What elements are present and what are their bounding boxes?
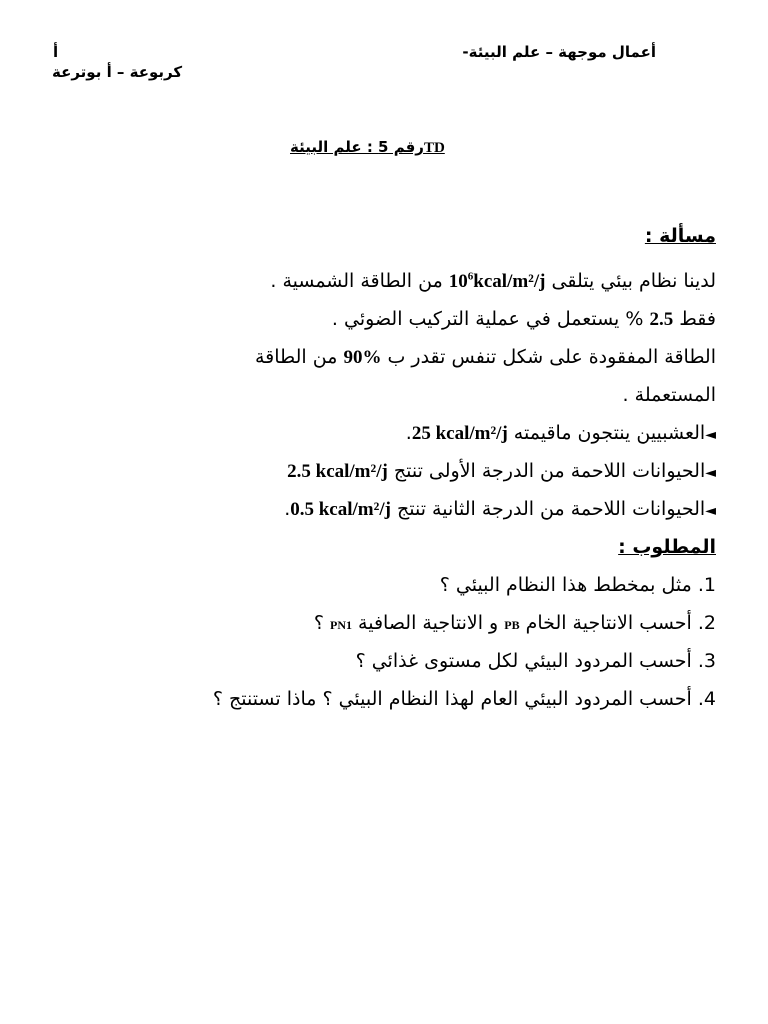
q2-pb-label: PB bbox=[504, 618, 520, 632]
problem-line-1 bbox=[270, 270, 716, 293]
bullet-arrow-icon: ◄ bbox=[705, 465, 716, 481]
bullet-3-end: . bbox=[284, 498, 291, 520]
bullet-item-3 bbox=[284, 498, 716, 521]
question-1 bbox=[440, 574, 716, 596]
line2-value: 2.5 bbox=[649, 309, 674, 330]
line2-end: % يستعمل في عملية التركيب الضوئي . bbox=[331, 308, 650, 330]
line1-end: من الطاقة الشمسية . bbox=[270, 270, 449, 292]
q2-text-a: أحسب الانتاجية الخام bbox=[519, 612, 698, 634]
q1-text: مثل بمخطط هذا النظام البيئي ؟ bbox=[439, 574, 698, 596]
q3-text: أحسب المردود البيئي لكل مستوى غذائي ؟ bbox=[355, 650, 698, 672]
line1-start: لدينا نظام بيئي يتلقى bbox=[545, 270, 716, 292]
question-2 bbox=[314, 612, 716, 634]
td-label: TD bbox=[423, 140, 445, 156]
course-title: أعمال موجهة – علم البيئة- bbox=[462, 43, 656, 61]
line3-start: الطاقة المفقودة على شكل تنفس تقدر ب bbox=[381, 346, 716, 368]
bullet-1-text: العشبيين ينتجون ماقيمته bbox=[507, 422, 706, 444]
problem-line-3 bbox=[255, 346, 716, 369]
bullet-arrow-icon: ◄ bbox=[705, 503, 716, 519]
question-4 bbox=[213, 688, 716, 710]
question-3 bbox=[356, 650, 716, 672]
instructors: كربوعة – أ بوترعة bbox=[52, 63, 183, 81]
q2-number: 2. bbox=[697, 612, 716, 634]
required-heading: المطلوب : bbox=[618, 536, 716, 558]
bullet-2-text: الحيوانات اللاحمة من الدرجة الأولى تنتج bbox=[387, 460, 706, 482]
line1-value-unit: kcal/m²/j bbox=[473, 271, 546, 292]
problem-heading: مسألة : bbox=[644, 225, 716, 247]
line2-start: فقط bbox=[673, 308, 716, 330]
bullet-item-1 bbox=[406, 422, 716, 445]
header-letter: أ bbox=[53, 43, 59, 61]
problem-line-4: المستعملة . bbox=[622, 384, 716, 406]
q4-text: أحسب المردود البيئي العام لهذا النظام البيئي ؟ ماذا تستنتج ؟ bbox=[212, 688, 698, 710]
bullet-2-value: 2.5 kcal/m²/j bbox=[287, 461, 388, 482]
bullet-1-end: . bbox=[405, 422, 412, 444]
line1-value bbox=[449, 271, 546, 292]
q1-number: 1. bbox=[697, 574, 716, 596]
problem-line-2 bbox=[332, 308, 716, 331]
td-title-rest: رقم 5 : علم البيئة bbox=[290, 138, 424, 156]
line3-value: 90% bbox=[343, 347, 382, 368]
line1-value-exp: 6 bbox=[467, 270, 474, 283]
line1-value-base: 10 bbox=[448, 271, 468, 292]
line3-end: من الطاقة bbox=[255, 346, 344, 368]
bullet-3-value: 0.5 kcal/m²/j bbox=[290, 499, 391, 520]
q4-number: 4. bbox=[697, 688, 716, 710]
q2-text-b: و الانتاجية الصافية bbox=[351, 612, 505, 634]
bullet-1-value: 25 kcal/m²/j bbox=[411, 423, 508, 444]
q2-text-c: ؟ bbox=[313, 612, 330, 634]
q3-number: 3. bbox=[697, 650, 716, 672]
bullet-arrow-icon: ◄ bbox=[705, 427, 716, 443]
bullet-3-text: الحيوانات اللاحمة من الدرجة الثانية تنتج bbox=[390, 498, 706, 520]
q2-pn-label: PN1 bbox=[329, 618, 352, 632]
bullet-item-2 bbox=[287, 460, 716, 483]
td-title bbox=[290, 138, 445, 157]
